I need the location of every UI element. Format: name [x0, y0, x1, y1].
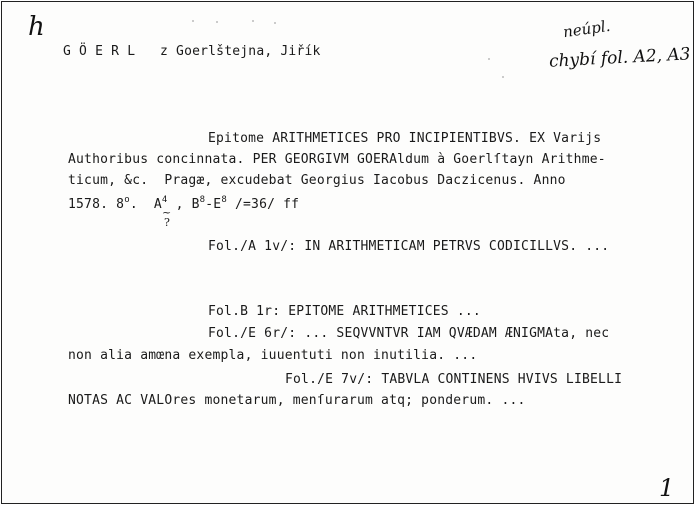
body-line-9: Fol./E 7v/: TABVLA CONTINENS HVIVS LIBELLI: [285, 372, 623, 387]
body-line-4-collation: 1578. 8$^o$. $A^4$ , $B^8-E^8$ /=36/ ff: [68, 195, 300, 212]
paper-speck: [252, 20, 254, 22]
body-line-3: ticum, &c. Pragæ, excudebat Georgius Iacobus Daczicenus. Anno: [68, 173, 566, 188]
query-mark-char: ?: [164, 216, 170, 229]
body-line-5: Fol./A 1v/: IN ARITHMETICAM PETRVS CODICILLVS. ...: [208, 239, 610, 254]
corner-mark-left: h: [28, 12, 45, 42]
heading-title: z Goerlštejna, Jiřík: [160, 44, 321, 59]
catalog-card: [1, 1, 694, 504]
body-line-8: non alia amœna exempla, iuuentuti non inutilia. ...: [68, 348, 478, 363]
body-line-1: Epitome ARITHMETICES PRO INCIPIENTIBVS. EX Varijs: [208, 131, 602, 146]
corner-mark-right: 1: [659, 474, 675, 502]
heading-surname: G Ö E R L: [63, 44, 136, 59]
annotation-missing-folios: chybí fol. A2, A3: [548, 44, 691, 72]
paper-speck: [192, 20, 194, 22]
paper-speck: [488, 58, 490, 60]
body-line-6: Fol.B 1r: EPITOME ARITHMETICES ...: [208, 304, 481, 319]
body-line-2: Authoribus concinnata. PER GEORGIVM GOERAldum à Goerlſtayn Arithme-: [68, 152, 606, 167]
paper-speck: [216, 21, 218, 23]
query-mark: ~: [162, 206, 172, 219]
annotation-incomplete: neúpl.: [561, 16, 612, 42]
paper-speck: [274, 22, 276, 24]
body-line-10: NOTAS AC VALOres monetarum, menſurarum atq; ponderum. ...: [68, 393, 526, 408]
body-line-7: Fol./E 6r/: ... SEQVVNTVR IAM QVÆDAM ÆNIGMAta, nec: [208, 326, 610, 341]
paper-speck: [502, 76, 504, 78]
